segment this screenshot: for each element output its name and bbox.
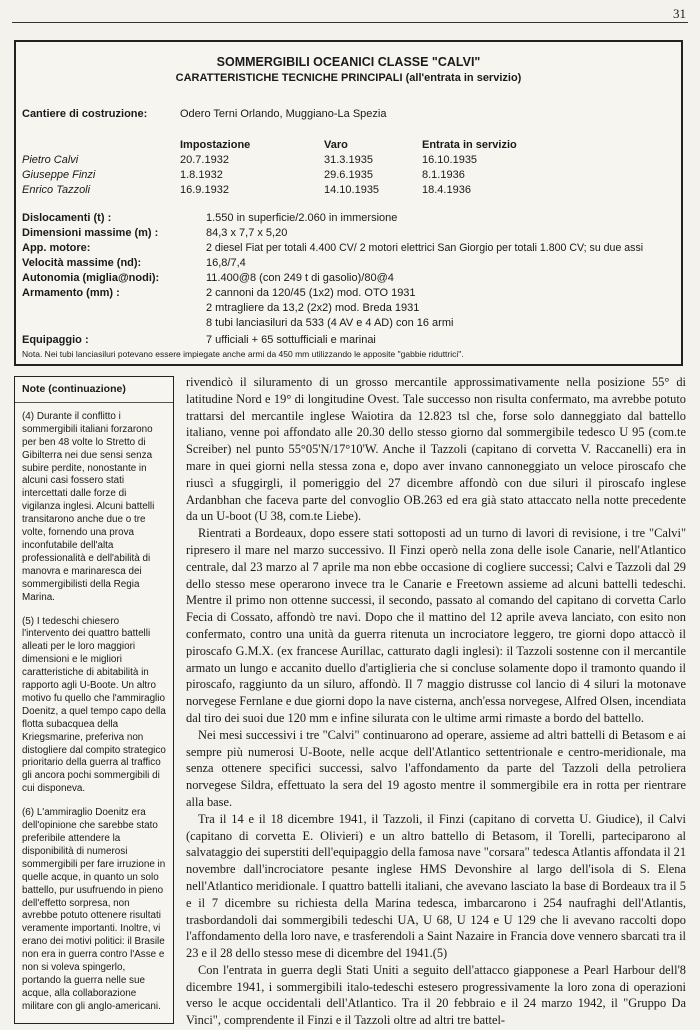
boat-commissioned: 18.4.1936 (422, 184, 471, 196)
sidebar-heading: Note (continuazione) (22, 383, 126, 395)
boat-laid: 16.9.1932 (180, 184, 229, 196)
footnote: (6) L'ammiraglio Doenitz era dell'opinione che sarebbe stato preferibile attendere la disponibilità di numerosi sommergibili per fare irruzione in quelle acque, in quanto un solo battello, pur usufruendo in pieno dell'effetto sorpresa, non avrebbe potuto ottenere risultati veramente importanti. Inoltre, vi erano dei motivi politici: il Brasile non era in guerra contro l'Asse e non si voleva spingerlo, portando la guerra nelle sue acque, alla collaborazione militare con gli anglo-americani. (22, 807, 166, 1012)
boat-name: Pietro Calvi (22, 154, 79, 166)
boat-launched: 31.3.1935 (324, 154, 373, 166)
boat-launched: 14.10.1935 (324, 184, 380, 196)
spec-value: 2 mtragliere da 13,2 (2x2) mod. Breda 1931 (206, 302, 420, 314)
spec-value: 8 tubi lanciasiluri da 533 (4 AV e 4 AD) con 16 armi (206, 317, 454, 329)
spec-value: 1.550 in superficie/2.060 in immersione (206, 212, 398, 224)
boat-launched: 29.6.1935 (324, 169, 373, 181)
spec-title: SOMMERGIBILI OCEANICI CLASSE "CALVI" (216, 55, 481, 69)
boat-laid: 1.8.1932 (180, 169, 223, 181)
spec-value: 2 cannoni da 120/45 (1x2) mod. OTO 1931 (206, 287, 416, 299)
yard-value: Odero Terni Orlando, Muggiano-La Spezia (180, 108, 387, 120)
spec-value: 84,3 x 7,7 x 5,20 (206, 227, 288, 239)
sidebar-notes (14, 376, 174, 1024)
footnote: (5) I tedeschi chiesero l'intervento dei quattro battelli alleati per le loro maggiori dimensioni e le migliori caratteristiche di abitabilità in rapporto agli U-Boote. Un altro motivo fu quello che l'ammiraglio Doenitz, a quel tempo capo della flotta subacquea della Kriegsmarine, preferiva non distogliere dal compito strategico prioritario della guerra al traffico gli ancora pochi sommergibili di cui disponeva. (22, 615, 166, 795)
spec-value: 7 ufficiali + 65 sottufficiali e marinai (206, 334, 376, 346)
paragraph: Tra il 14 e il 18 dicembre 1941, il Tazzoli, il Finzi (capitano di corvetta U. Giudice), il Calvi (capitano di corvetta E. Olivieri) e un altro battello di Betasom, il Torelli, parteciparono al salvataggio dei superstiti dell'equipaggio della famosa nave "corsara" tedesca Atlantis affondata il 21 novembre dall'incrociatore pesante inglese HMS Devonshire al largo dell'isola di S. Elena nell'Atlantico meridionale. I quattro battelli italiani, che avevano lasciato la base di Bordeaux tra il 5 e il 7 dicembre su richiesta della Marina tedesca, imbarcarono i 254 naufraghi dell'Atlantis, trasbordandoli dai sommergibili tedeschi UA, U 68, U 124 e U 129 che li avevano raccolti dopo l'affondamento della loro nave, e trasferendoli a Saint Nazaire in Francia dove vennero sbarcati tra il 23 e il 28 dello stesso mese di dicembre del 1941.(5) (186, 811, 687, 961)
footnote: (4) Durante il conflitto i sommergibili italiani forzarono per ben 48 volte lo Stretto di Gibilterra nei due sensi senza subire perdite, nonostante in alcuni casi fossero stati intercettati dalle forze di vigilanza inglesi. Alcuni battelli transitarono anche due o tre volte, fornendo una prova inconfutabile dell'alta professionalità e dell'abilità di manovra e marinaresca dei sommergibilisti della Regia Marina. (22, 410, 155, 603)
boat-commissioned: 8.1.1936 (422, 169, 465, 181)
boat-laid: 20.7.1932 (180, 154, 229, 166)
paragraph: Rientrati a Bordeaux, dopo essere stati sottoposti ad un turno di lavori di revisione, i tre "Calvi" ripresero il mare nel marzo successivo. Il Finzi operò nella zona delle isole Canarie, nell'Atlantico centrale, dal 23 marzo al 7 aprile ma non ebbe occasione di cogliere successi; Calvi e Tazzoli dal 29 dello stesso mese operarono invece tra le Canarie e Freetown assieme ad alcuni battelli tedeschi. Mentre il primo non ottenne successi, il secondo, passato al comando del capitano di corvetta Carlo Fecia di Cossato, affondò tre navi. Dopo che il mattino del 12 aprile aveva lanciato, con esito non confermato, contro una unità da guerra ritenuta un incrociatore leggero, tre giorni dopo attaccò il piroscafo G.M.X. (ex francese Aurillac, catturato dagli inglesi): il Tazzoli sostenne con il mercantile armato un lungo e accanito duello d'artiglieria che si concluse solamente dopo il tramonto quando il piroscafo, raggiunto da un siluro, affondò. Il 7 maggio distrusse col lancio di 4 siluri la motonave norvegese Fernlane e due giorni dopo la nave cisterna, anch'essa norvegese, Alfred Olsen, incendiata dal tiro dei suoi due 120 mm e infine silurata con le ultime armi rimaste a bordo del battello. (186, 526, 686, 725)
boat-commissioned: 16.10.1935 (422, 154, 478, 166)
spec-label: Armamento (mm) : (22, 287, 120, 299)
col-header-launched: Varo (324, 139, 348, 151)
spec-value: 16,8/7,4 (206, 257, 246, 269)
spec-label: Autonomia (miglia@nodi): (22, 272, 160, 284)
paragraph: Con l'entrata in guerra degli Stati Uniti a seguito dell'attacco giapponese a Pearl Harbour dell'8 dicembre 1941, i sommergibili italo-tedeschi estesero progressivamente la loro zona di operazioni verso le acque occidentali dell'Atlantico. Tra il 20 febbraio e il 24 marzo 1942, il "Gruppo Da Vinci", comprendente il Finzi e il Tazzoli oltre ad altri tre battel- (186, 962, 686, 1028)
spec-label: Dislocamenti (t) : (22, 212, 112, 224)
spec-label: Velocità massime (nd): (22, 257, 142, 269)
col-header-commissioned: Entrata in servizio (422, 139, 517, 151)
spec-value: 11.400@8 (con 249 t di gasolio)/80@4 (206, 272, 394, 284)
spec-value: 2 diesel Fiat per totali 4.400 CV/ 2 motori elettrici San Giorgio per totali 1.800 CV; su due assi (206, 242, 644, 254)
header-rule (12, 22, 688, 23)
page-number: 31 (673, 6, 686, 21)
yard-label: Cantiere di costruzione: (22, 108, 148, 120)
spec-note: Nota. Nei tubi lanciasiluri potevano essere impiegate anche armi da 450 mm utilizzando le apposite "gabbie riduttrici". (22, 349, 464, 359)
spec-subtitle: CARATTERISTICHE TECNICHE PRINCIPALI (all'entrata in servizio) (175, 72, 522, 84)
boat-name: Enrico Tazzoli (22, 184, 91, 196)
spec-label: Equipaggio : (22, 334, 89, 346)
spec-label: Dimensioni massime (m) : (22, 227, 159, 239)
specifications-box (14, 40, 683, 366)
boat-name: Giuseppe Finzi (22, 169, 96, 181)
paragraph: Nei mesi successivi i tre "Calvi" continuarono ad operare, assieme ad altri battelli di Betasom e ai sempre più numerosi U-Boote, nelle acque dell'Atlantico settentrionale e centro-meridionale, ma senza ottenere specifici successi, salvo l'affondamento da parte del Tazzoli della petroliera norvegese Sildra, effettuato la sera del 19 agosto mentre il sommergibile era in rotta per rientrare alla base. (186, 727, 686, 809)
body-text (186, 374, 686, 1029)
spec-label: App. motore: (22, 242, 91, 254)
sidebar-divider (15, 402, 173, 403)
paragraph: rivendicò il siluramento di un grosso mercantile approssimativamente nella posizione 55° di latitudine Nord e 19° di longitudine Ovest. Tale successo non risulta confermato, ma avrebbe potuto trattarsi del mercantile inglese Waiotira da 12.823 tsl che, forse solo danneggiato dal battello italiano, venne poi affondato alle 20.30 dello stesso giorno dal sommergibile tedesco U 95 (com.te Screiber) nel punto 55°05'N/17°10'W. Anche il Tazzoli (capitano di corvetta V. Raccanelli) era in mare in quei giorni nella stessa zona e, dopo aver invano cannoneggiato un veloce piroscafo che riuscì a sfuggirgli, il pomeriggio del 27 dicembre affondò con due siluri il piroscafo inglese Ardanbhan che faceva parte del convoglio OB.263 ed era già stato attaccato nella notte precedente da un U-boot (U 38, com.te Liebe). (186, 375, 686, 524)
col-header-laid: Impostazione (180, 139, 251, 151)
